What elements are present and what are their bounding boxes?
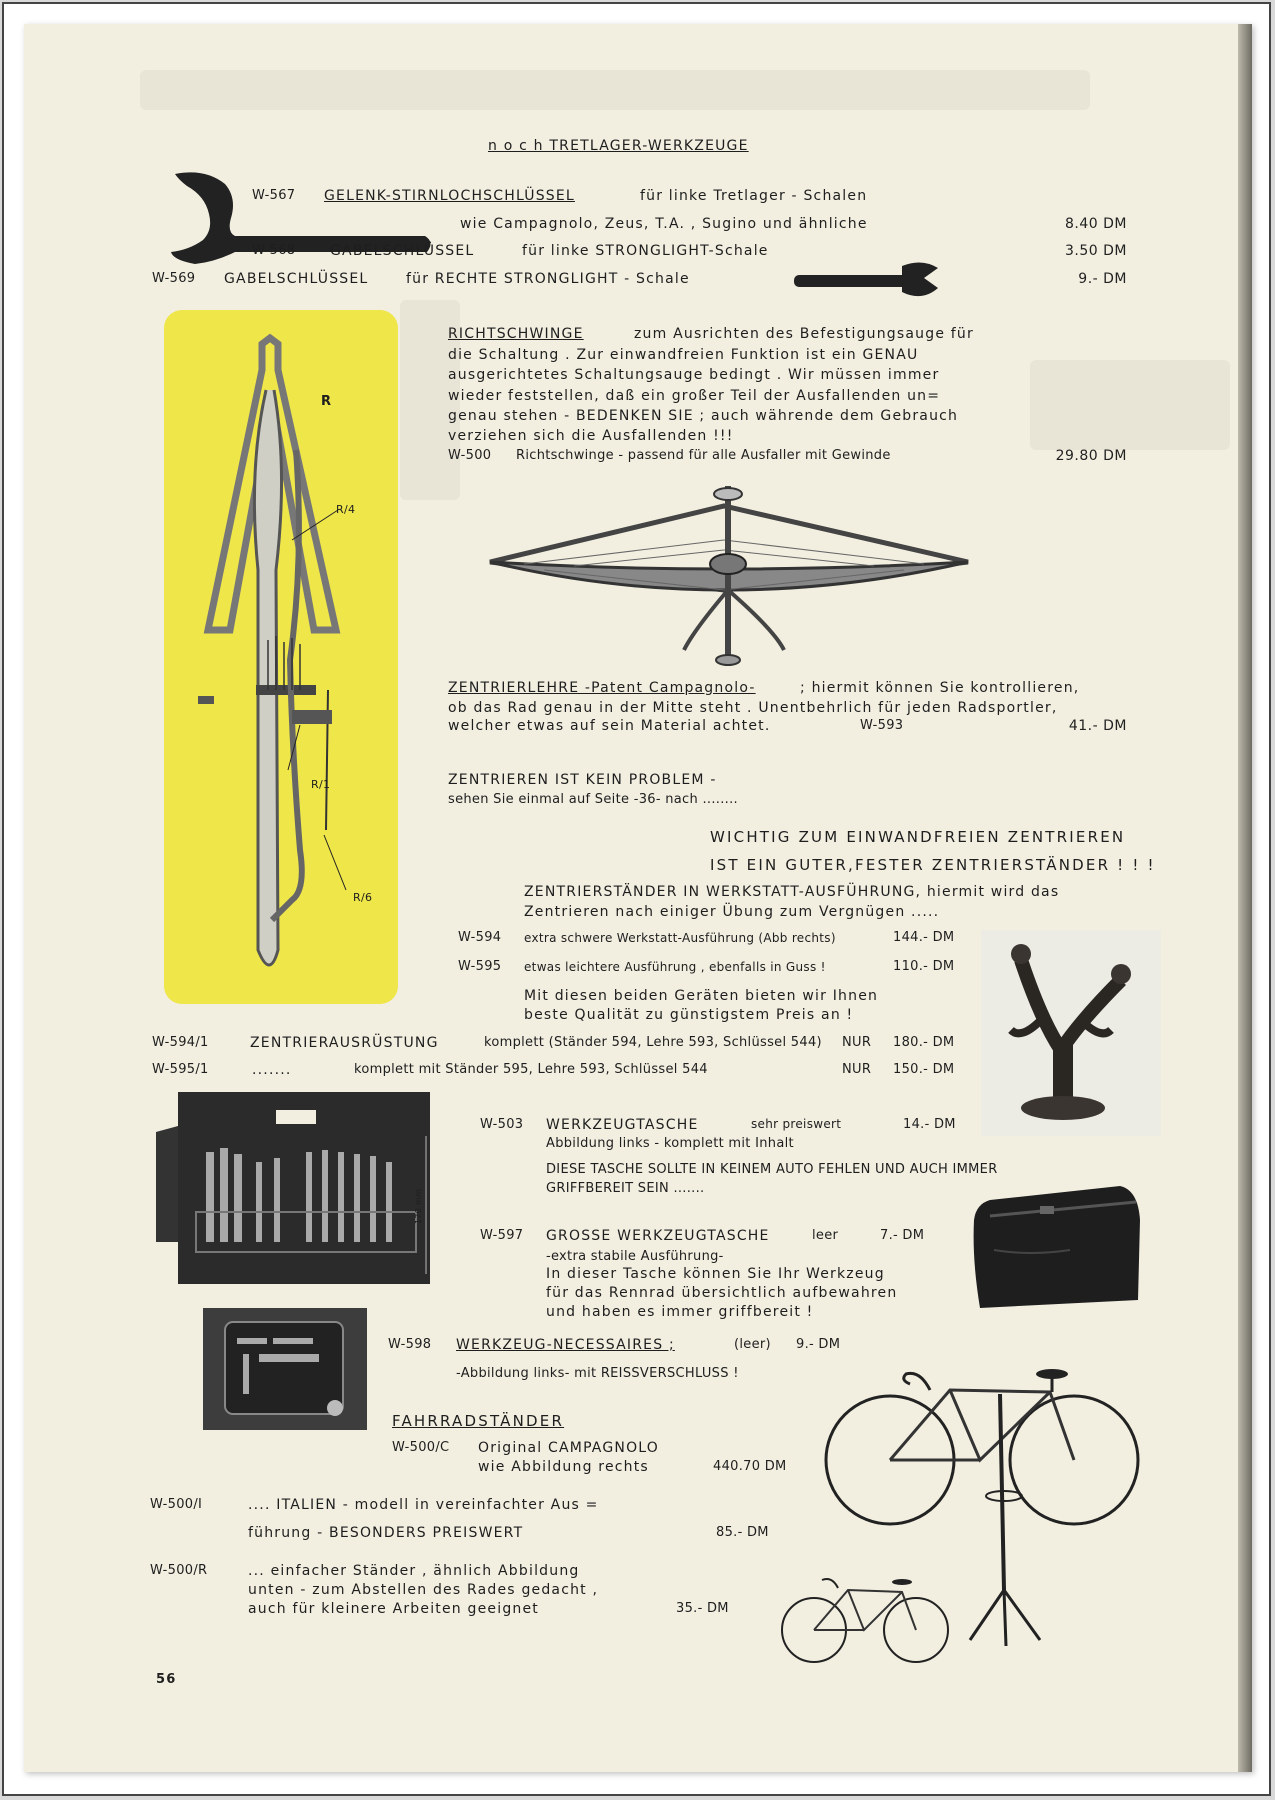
- item-code: W-500: [448, 448, 492, 463]
- item-name: ZENTRIERAUSRÜSTUNG: [250, 1035, 439, 1051]
- section-title: FAHRRADSTÄNDER: [392, 1412, 565, 1430]
- item-note: sehr preiswert: [751, 1117, 842, 1131]
- item-code: W-567: [252, 188, 296, 203]
- bicycle-icon: [778, 1568, 954, 1668]
- item-price: 7.- DM: [880, 1228, 925, 1243]
- item-price: 41.- DM: [1068, 718, 1127, 734]
- item-desc: die Schaltung . Zur einwandfreien Funktion ist ein GENAU: [448, 347, 919, 363]
- item-code: W-568: [252, 243, 296, 258]
- item-note: (leer): [734, 1337, 771, 1352]
- page-number: 56: [156, 1672, 177, 1687]
- item-price: 9.- DM: [1078, 271, 1127, 287]
- item-desc: komplett (Ständer 594, Lehre 593, Schlüssel 544): [484, 1035, 822, 1050]
- figure-label: 170 mm: [414, 1188, 423, 1224]
- item-desc: komplett mit Ständer 595, Lehre 593, Schlüssel 544: [354, 1062, 708, 1077]
- wrench-icon: [794, 258, 944, 302]
- item-code: W-503: [480, 1117, 524, 1132]
- item-code: W-598: [388, 1337, 432, 1352]
- item-desc: .... ITALIEN - modell in vereinfachter Aus =: [248, 1497, 599, 1513]
- item-code: W-594/1: [152, 1035, 209, 1050]
- item-desc: extra schwere Werkstatt-Ausführung (Abb rechts): [524, 931, 836, 945]
- item-desc: welcher etwas auf sein Material achtet.: [448, 718, 771, 734]
- item-desc: unten - zum Abstellen des Rades gedacht ,: [248, 1582, 599, 1598]
- item-desc: auch für kleinere Arbeiten geeignet: [248, 1601, 539, 1617]
- figure-label: R/1: [311, 778, 331, 791]
- item-desc: ; hiermit können Sie kontrollieren,: [800, 680, 1080, 696]
- item-code: W-500/C: [392, 1440, 450, 1455]
- item-price: 110.- DM: [893, 959, 955, 974]
- figure-label: R: [321, 394, 332, 409]
- item-desc: Richtschwinge - passend für alle Ausfaller mit Gewinde: [516, 448, 891, 463]
- item-desc: zum Ausrichten des Befestigungsauge für: [634, 326, 974, 342]
- item-price: 14.- DM: [903, 1117, 956, 1132]
- item-desc: für linke Tretlager - Schalen: [640, 188, 868, 204]
- figure-label: R/6: [353, 891, 373, 904]
- item-desc: wieder feststellen, daß ein großer Teil der Ausfallenden un=: [448, 388, 941, 404]
- item-price: 440.70 DM: [713, 1459, 787, 1474]
- item-title: ZENTRIERLEHRE -Patent Campagnolo-: [448, 680, 756, 696]
- item-desc: Zentrieren nach einiger Übung zum Vergnügen .....: [524, 904, 940, 920]
- page-heading: n o c h TRETLAGER-WERKZEUGE: [488, 138, 749, 154]
- item-desc: Abbildung links - komplett mit Inhalt: [546, 1136, 794, 1151]
- item-desc: für RECHTE STRONGLIGHT - Schale: [406, 271, 690, 287]
- item-price: 3.50 DM: [1065, 243, 1127, 259]
- item-name: GROSSE WERKZEUGTASCHE: [546, 1228, 770, 1244]
- item-price: 29.80 DM: [1055, 448, 1127, 464]
- item-note: leer: [812, 1228, 839, 1243]
- truing-stand-icon: [981, 930, 1161, 1136]
- item-price: 150.- DM: [893, 1062, 955, 1077]
- item-price: 180.- DM: [893, 1035, 955, 1050]
- item-desc: -Abbildung links- mit REISSVERSCHLUSS !: [456, 1366, 739, 1381]
- item-code: W-597: [480, 1228, 524, 1243]
- item-desc: In dieser Tasche können Sie Ihr Werkzeug: [546, 1266, 885, 1282]
- item-code: W-595: [458, 959, 502, 974]
- item-desc: führung - BESONDERS PREISWERT: [248, 1525, 524, 1541]
- notice-line: WICHTIG ZUM EINWANDFREIEN ZENTRIEREN: [710, 828, 1126, 846]
- ghost-bleed: [1030, 360, 1230, 450]
- tool-roll-icon: [156, 1092, 448, 1284]
- item-warning: GRIFFBEREIT SEIN .......: [546, 1181, 705, 1196]
- item-name: GABELSCHLÜSSEL: [330, 243, 475, 259]
- item-nur: NUR: [842, 1062, 872, 1077]
- item-code: W-500/I: [150, 1497, 203, 1512]
- item-code: W-595/1: [152, 1062, 209, 1077]
- item-code: W-500/R: [150, 1563, 208, 1578]
- figure-label: R/4: [336, 503, 356, 516]
- item-desc: für linke STRONGLIGHT-Schale: [522, 243, 769, 259]
- page-spine: [1238, 24, 1252, 1772]
- item-price: 9.- DM: [796, 1337, 841, 1352]
- item-name: GABELSCHLÜSSEL: [224, 271, 369, 287]
- item-warning: DIESE TASCHE SOLLTE IN KEINEM AUTO FEHLEN UND AUCH IMMER: [546, 1162, 998, 1177]
- item-title: RICHTSCHWINGE: [448, 326, 584, 342]
- item-price: 85.- DM: [716, 1525, 769, 1540]
- item-desc: und haben es immer griffbereit !: [546, 1304, 814, 1320]
- item-desc: wie Campagnolo, Zeus, T.A. , Sugino und ähnliche: [460, 216, 868, 232]
- item-name: Original CAMPAGNOLO: [478, 1440, 660, 1456]
- item-price: 144.- DM: [893, 930, 955, 945]
- item-name: WERKZEUGTASCHE: [546, 1117, 699, 1133]
- item-name: GELENK-STIRNLOCHSCHLÜSSEL: [324, 188, 575, 204]
- item-nur: NUR: [842, 1035, 872, 1050]
- item-name: WERKZEUG-NECESSAIRES ;: [456, 1337, 675, 1353]
- wheel-gauge-icon: [484, 480, 974, 672]
- item-desc: ... einfacher Ständer , ähnlich Abbildung: [248, 1563, 580, 1579]
- tool-case-icon: [203, 1308, 367, 1430]
- item-code: W-569: [152, 271, 196, 286]
- notice-line: IST EIN GUTER,FESTER ZENTRIERSTÄNDER ! ! !: [710, 856, 1156, 874]
- item-desc: -extra stabile Ausführung-: [546, 1249, 724, 1264]
- section-title: ZENTRIEREN IST KEIN PROBLEM -: [448, 772, 717, 788]
- offer-line: beste Qualität zu günstigstem Preis an !: [524, 1007, 854, 1023]
- item-code: W-594: [458, 930, 502, 945]
- section-sub: sehen Sie einmal auf Seite -36- nach ........: [448, 792, 738, 807]
- tool-bag-icon: [970, 1180, 1142, 1310]
- item-desc: wie Abbildung rechts: [478, 1459, 649, 1475]
- item-name: .......: [252, 1062, 292, 1078]
- item-desc: genau stehen - BEDENKEN SIE ; auch währende dem Gebrauch: [448, 408, 959, 424]
- item-desc: ob das Rad genau in der Mitte steht . Unentbehrlich für jeden Radsportler,: [448, 700, 1058, 716]
- item-price: 35.- DM: [676, 1601, 729, 1616]
- item-desc: ausgerichtetes Schaltungsauge bedingt . Wir müssen immer: [448, 367, 940, 383]
- item-code: W-593: [860, 718, 904, 733]
- item-desc: für das Rennrad übersichtlich aufbewahren: [546, 1285, 898, 1301]
- item-desc: ZENTRIERSTÄNDER IN WERKSTATT-AUSFÜHRUNG, hiermit wird das: [524, 884, 1060, 900]
- item-desc: etwas leichtere Ausführung , ebenfalls in Guss !: [524, 960, 826, 974]
- item-price: 8.40 DM: [1065, 216, 1127, 232]
- offer-line: Mit diesen beiden Geräten bieten wir Ihnen: [524, 988, 879, 1004]
- ghost-bleed: [140, 70, 1090, 110]
- item-desc: verziehen sich die Ausfallenden !!!: [448, 428, 734, 444]
